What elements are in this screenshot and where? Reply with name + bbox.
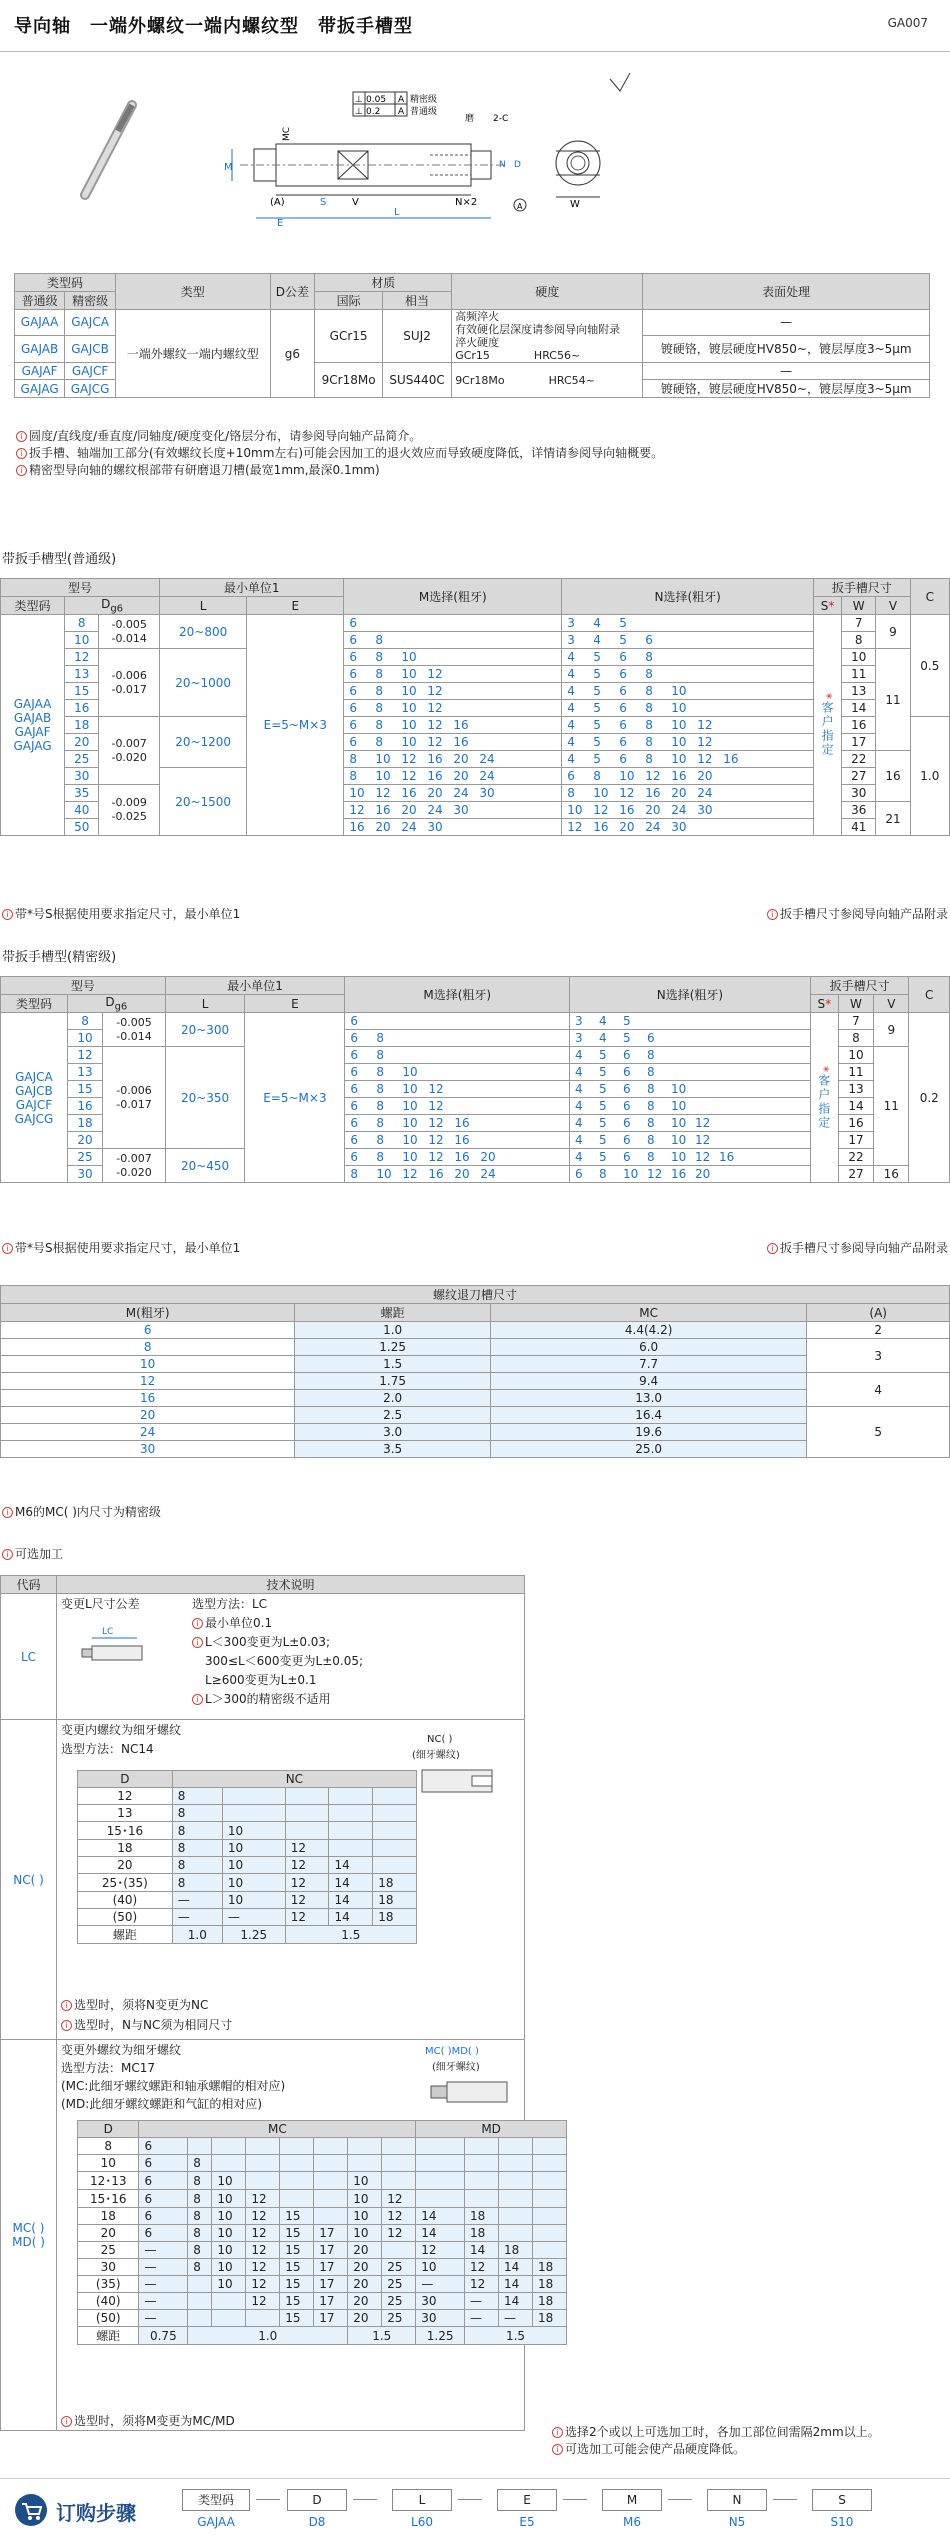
pitch-row: 螺距 0.75 1.0 1.5 1.25 1.5 [78, 2327, 567, 2345]
table-row: 15 6 8 10 12 4 5 6 8 10 13 [1, 683, 950, 700]
order-box-0: 类型码 [182, 2489, 250, 2511]
table-row: 18 -0.007 -0.020 20~1200 6 8 10 12 16 4 5 6 8 10 12 16 1.0 [1, 717, 950, 734]
table-row: 30 3.5 25.0 [1, 1441, 950, 1458]
table-row: (40) — 12 15 17 20 25 30 — 14 18 [78, 2293, 567, 2310]
normal-note-left: i 带*号S根据使用要求指定尺寸，最小单位1 [2, 906, 240, 923]
product-drawing [0, 55, 950, 235]
table-row: 15･16 6 8 10 12 10 12 [78, 2190, 567, 2208]
order-value-4: M6 [623, 2515, 641, 2529]
table-row: 10 1.5 7.7 [1, 1356, 950, 1373]
svg-text:A: A [398, 95, 405, 105]
order-box-4: M [602, 2489, 662, 2511]
thread-table: 螺纹退刀槽尺寸 M(粗牙) 螺距 MC (A) 6 1.0 4.4(4.2) 2 8 1.25 6.0 3 10 1.5 7.7 12 1.75 9.4 4 16 2.0 13.0 20 2.5 16.4 5 24 3.0 19.6 30 3.5 25.0 [0, 1285, 950, 1458]
nc-table: D NC 12 8 13 8 15･16 8 10 18 8 10 12 20 8 10 12 14 25･(35) 8 10 12 14 18 (40) — 10 12 14 18 (50) — — 12 14 18 螺距 1.0 1.25 1.5 [77, 1770, 417, 1944]
svg-text:⊥: ⊥ [355, 95, 363, 105]
spec-table: 类型码 类型 D公差 材质 硬度 表面处理 普通级 精密级 国际 相当 GAJAA GAJCA 一端外螺纹一端内螺纹型 g6 GCr15 SUJ2 高频淬火 有效硬化层深度请参阅导向轴附录 淬火硬度 GCr15 HRC56~ — GAJAB GAJCB 镀硬铬，镀层硬度HV850~，镀层厚度3~5μm GAJAF GAJCF 9Cr18Mo SUS440C 9Cr18Mo HRC54~ — GAJAG GAJCG 镀硬铬，镀层硬度HV850~，镀层厚度3~5μm [14, 273, 930, 398]
svg-text:MC: MC [282, 126, 292, 141]
table-row: 25 -0.007 -0.020 20~450 6 8 10 12 16 20 4 5 6 8 10 12 16 22 [1, 1149, 950, 1166]
svg-text:V: V [352, 197, 359, 208]
table-row: 13 8 [78, 1805, 417, 1822]
table-row: 30 — 8 10 12 15 17 20 25 10 12 14 18 [78, 2259, 567, 2276]
order-box-5: N [707, 2489, 767, 2511]
table-row: 20 6 8 10 12 16 4 5 6 8 10 12 17 [1, 1132, 950, 1149]
order-value-3: E5 [519, 2515, 535, 2529]
table-row: 18 8 10 12 [78, 1840, 417, 1857]
table-row: 12･13 6 8 10 10 [78, 2172, 567, 2190]
table-row: 13 6 8 10 4 5 6 8 11 [1, 1064, 950, 1081]
table-row: GAJAA GAJAB GAJAF GAJAG 8 -0.005 -0.014 20~800 E=5~M×3 6 3 4 5 *客户指定 7 9 0.5 [1, 615, 950, 632]
precise-section-title: 带扳手槽型(精密级) [2, 950, 117, 965]
spec-notes: i 圆度/直线度/垂直度/同轴度/硬度变化/铬层分布，请参阅导向轴产品简介。 i 扳手槽、轴端加工部分(有效螺纹长度+10mm左右)可能会因加工的退火效应而导致硬度降低，详情请参阅导向轴概要。 i 精密型导向轴的螺纹根部带有研磨退刀槽(最宽1mm,最深0.1mm) [16, 428, 663, 479]
svg-text:⊥: ⊥ [355, 107, 363, 117]
order-box-3: E [497, 2489, 557, 2511]
normal-table: 型号 最小单位1 M选择(粗牙) N选择(粗牙) 扳手槽尺寸 C 类型码 $D_{g6}$ L E S* W V GAJAA GAJAB GAJAF GAJAG 8 -0.005 -0.014 20~800 E=5~M×3 6 3 4 5 *客户指定 7 9 0.5 10 6 8 3 4 5 6 8 12 -0.006 -0.017 20~1000 6 8 10 4 5 6 8 10 11 13 6 8 10 12 4 5 6 8 11 15 6 8 10 12 4 5 6 8 10 13 16 6 8 10 12 4 5 6 8 10 14 18 -0.007 -0.020 20~1200 6 8 10 12 16 4 5 6 8 10 12 16 1.0 20 6 8 10 12 16 4 5 6 8 10 12 17 25 8 10 12 16 20 24 4 5 6 8 10 12 16 22 16 30 20~1500 8 10 12 16 20 24 6 8 10 12 16 20 27 35 -0.009 -0.025 10 12 16 20 24 30 8 10 12 16 20 24 30 40 12 16 20 24 30 10 12 16 20 24 30 36 21 50 16 20 24 30 12 16 20 24 30 41 [0, 578, 950, 836]
table-row: 30 20~1500 8 10 12 16 20 24 6 8 10 12 16 20 27 [1, 768, 950, 785]
table-row: 35 -0.009 -0.025 10 12 16 20 24 30 8 10 12 16 20 24 30 [1, 785, 950, 802]
mc-figure [417, 2074, 517, 2114]
pitch-row: 螺距 1.0 1.25 1.5 [78, 1926, 417, 1944]
table-row: 6 1.0 4.4(4.2) 2 [1, 1322, 950, 1339]
nc-figure [412, 1760, 512, 1800]
table-row: 24 3.0 19.6 [1, 1424, 950, 1441]
table-row: 18 6 8 10 12 15 10 12 14 18 [78, 2208, 567, 2225]
order-value-6: S10 [830, 2515, 854, 2529]
table-row: (40) — 10 12 14 18 [78, 1892, 417, 1909]
svg-text:A: A [517, 202, 523, 211]
svg-text:A: A [398, 107, 405, 117]
table-row: 20 8 10 12 14 [78, 1857, 417, 1874]
table-row: (50) — — 12 14 18 [78, 1909, 417, 1926]
table-row: 16 2.0 13.0 [1, 1390, 950, 1407]
order-title: 订购步骤 [56, 2501, 136, 2525]
svg-text:S: S [320, 197, 327, 208]
table-row: 25 8 10 12 16 20 24 4 5 6 8 10 12 16 22 16 [1, 751, 950, 768]
order-value-1: D8 [308, 2515, 326, 2529]
mc-table: D MC MD 8 6 10 6 8 12･13 6 8 10 10 15･16 6 8 10 12 10 12 18 6 8 10 12 15 10 12 14 18 20 6 8 10 12 15 17 10 12 14 18 25 — 8 10 12 15 17 20 12 14 18 30 — 8 10 12 15 17 20 25 10 12 14 18 (35) — 10 12 15 17 20 25 — 12 14 18 (40) — 12 15 17 20 25 30 — 14 18 (50) — 15 17 20 25 30 — — 18 螺距 0.75 1.0 1.5 1.25 1.5 [77, 2120, 567, 2345]
order-box-1: D [287, 2489, 347, 2511]
normal-section-title: 带扳手槽型(普通级) [2, 552, 117, 567]
table-row: 18 6 8 10 12 16 4 5 6 8 10 12 16 [1, 1115, 950, 1132]
table-row: 20 2.5 16.4 5 [1, 1407, 950, 1424]
svg-text:L: L [394, 207, 400, 218]
table-row: (50) — 15 17 20 25 30 — — 18 [78, 2310, 567, 2327]
table-row: 12 -0.006 -0.017 20~350 6 8 4 5 6 8 10 11 [1, 1047, 950, 1064]
svg-text:普通级: 普通级 [410, 107, 438, 117]
table-row: 16 6 8 10 12 4 5 6 8 10 14 [1, 700, 950, 717]
normal-note-right: i 扳手槽尺寸参阅导向轴产品附录 [767, 906, 948, 923]
table-row: 20 6 8 10 12 15 17 10 12 14 18 [78, 2225, 567, 2242]
table-row: 25 — 8 10 12 15 17 20 12 14 18 [78, 2242, 567, 2259]
svg-text:D: D [514, 160, 521, 170]
order-value-2: L60 [411, 2515, 433, 2529]
table-row: 40 12 16 20 24 30 10 12 16 20 24 30 36 21 [1, 802, 950, 819]
order-steps [0, 2478, 950, 2538]
order-value-0: GAJAA [197, 2515, 235, 2529]
table-row: 15 6 8 10 12 4 5 6 8 10 13 [1, 1081, 950, 1098]
svg-text:LC: LC [102, 1627, 114, 1637]
product-code: GA007 [887, 16, 928, 30]
cart-icon [14, 2493, 48, 2527]
table-row: GAJCA GAJCB GAJCF GAJCG 8 -0.005 -0.014 20~300 E=5~M×3 6 3 4 5 *客户指定 7 9 0.2 [1, 1013, 950, 1030]
roughness-icon [610, 73, 630, 91]
order-value-5: N5 [728, 2515, 746, 2529]
thread-note: i M6的MC( )内尺寸为精密级 [2, 1504, 161, 1521]
precise-note-left: i 带*号S根据使用要求指定尺寸，最小单位1 [2, 1240, 240, 1257]
order-box-2: L [392, 2489, 452, 2511]
shaft-drawing [0, 55, 950, 235]
options-table: 代码 技术说明 LC 变更L尺寸公差 选型方法：LC i 最小单位0.1 i L＜300变更为L±0.03; 300≤L＜600变更为L±0.05; L≥600变更为L±0.1 i L＞300的精密级不适用 LC NC( ) 变更内螺纹为细牙螺纹 选型方法：NC14 NC( ) (细牙螺纹) D NC 12 8 13 8 15･16 8 10 18 8 10 12 20 8 10 12 14 25･(35) 8 10 12 14 18 (40) — 10 12 14 18 (50) — — 12 14 18 螺距 1.0 1.25 1.5 i 选型时，须将N变更为NC i 选型时，N与NC须为相同尺寸 MC( ) MD( ) 变更外螺纹为细牙螺纹 选型方法：MC17 (MC:此细牙螺纹螺距和轴承螺帽的相对应) (MD:此细牙螺纹螺距和气缸的相对应) MC( )MD( ) (细牙螺纹) D MC MD 8 6 10 6 8 12･13 6 8 10 10 15･16 6 8 10 12 10 12 18 6 8 10 12 15 10 12 14 18 20 6 8 10 12 15 17 10 12 14 18 25 — 8 10 12 15 17 20 12 14 18 30 — 8 10 12 15 17 20 25 10 12 14 18 (35) — 10 12 15 17 20 25 — 12 14 18 (40) — 12 15 17 20 25 30 — 14 18 (50) — 15 17 20 25 30 — — 18 螺距 0.75 1.0 1.5 1.25 1.5 i 选型时，须将M变更为MC/MD [0, 1575, 525, 2431]
table-row: 16 6 8 10 12 4 5 6 8 10 14 [1, 1098, 950, 1115]
precise-table: 型号 最小单位1 M选择(粗牙) N选择(粗牙) 扳手槽尺寸 C 类型码 $D_{g6}$ L E S* W V GAJCA GAJCB GAJCF GAJCG 8 -0.005 -0.014 20~300 E=5~M×3 6 3 4 5 *客户指定 7 9 0.2 10 6 8 3 4 5 6 8 12 -0.006 -0.017 20~350 6 8 4 5 6 8 10 11 13 6 8 10 4 5 6 8 11 15 6 8 10 12 4 5 6 8 10 13 16 6 8 10 12 4 5 6 8 10 14 18 6 8 10 12 16 4 5 6 8 10 12 16 20 6 8 10 12 16 4 5 6 8 10 12 17 25 -0.007 -0.020 20~450 6 8 10 12 16 20 4 5 6 8 10 12 16 22 30 8 10 12 16 20 24 6 8 10 12 16 20 27 16 [0, 976, 950, 1183]
svg-text:W: W [570, 199, 580, 210]
table-row: 25･(35) 8 10 12 14 18 [78, 1874, 417, 1892]
table-row: 15･16 8 10 [78, 1822, 417, 1840]
tol1-value: 0.05 [366, 95, 387, 105]
table-row: 50 16 20 24 30 12 16 20 24 30 41 [1, 819, 950, 836]
page-header [0, 0, 950, 52]
svg-text:E: E [277, 218, 284, 229]
svg-text:磨: 磨 [465, 114, 475, 124]
table-row: 12 1.75 9.4 4 [1, 1373, 950, 1390]
table-row: 10 6 8 3 4 5 6 8 [1, 632, 950, 649]
end-view [556, 141, 600, 210]
table-row: 30 8 10 12 16 20 24 6 8 10 12 16 20 27 16 [1, 1166, 950, 1183]
table-row: 12 8 [78, 1788, 417, 1805]
table-row: 10 6 8 3 4 5 6 8 [1, 1030, 950, 1047]
svg-text:2-C: 2-C [493, 114, 509, 124]
table-row: 13 6 8 10 12 4 5 6 8 11 [1, 666, 950, 683]
tol2-value: 0.2 [366, 107, 381, 117]
table-row: 20 6 8 10 12 16 4 5 6 8 10 12 17 [1, 734, 950, 751]
precise-note-right: i 扳手槽尺寸参阅导向轴产品附录 [767, 1240, 948, 1257]
svg-text:M: M [224, 162, 233, 173]
table-row: 10 6 8 [78, 2155, 567, 2172]
svg-text:精密级: 精密级 [410, 95, 438, 105]
options-title: i 可选加工 [2, 1546, 63, 1563]
svg-text:(A): (A) [270, 197, 285, 208]
shaft-3d-icon [85, 105, 132, 195]
page-title: 导向轴 一端外螺纹一端内螺纹型 带扳手槽型 [14, 16, 413, 37]
svg-text:N: N [499, 160, 506, 170]
order-box-6: S [812, 2489, 872, 2511]
table-row: 12 -0.006 -0.017 20~1000 6 8 10 4 5 6 8 10 11 [1, 649, 950, 666]
options-notes: i 选择2个或以上可选加工时，各加工部位间需隔2mm以上。 i 可选加工可能会使产品硬度降低。 [552, 2424, 880, 2458]
svg-text:N×2: N×2 [455, 197, 478, 208]
table-row: 8 6 [78, 2138, 567, 2155]
table-row: (35) — 10 12 15 17 20 25 — 12 14 18 [78, 2276, 567, 2293]
table-row: 8 1.25 6.0 3 [1, 1339, 950, 1356]
lc-figure [77, 1624, 157, 1674]
